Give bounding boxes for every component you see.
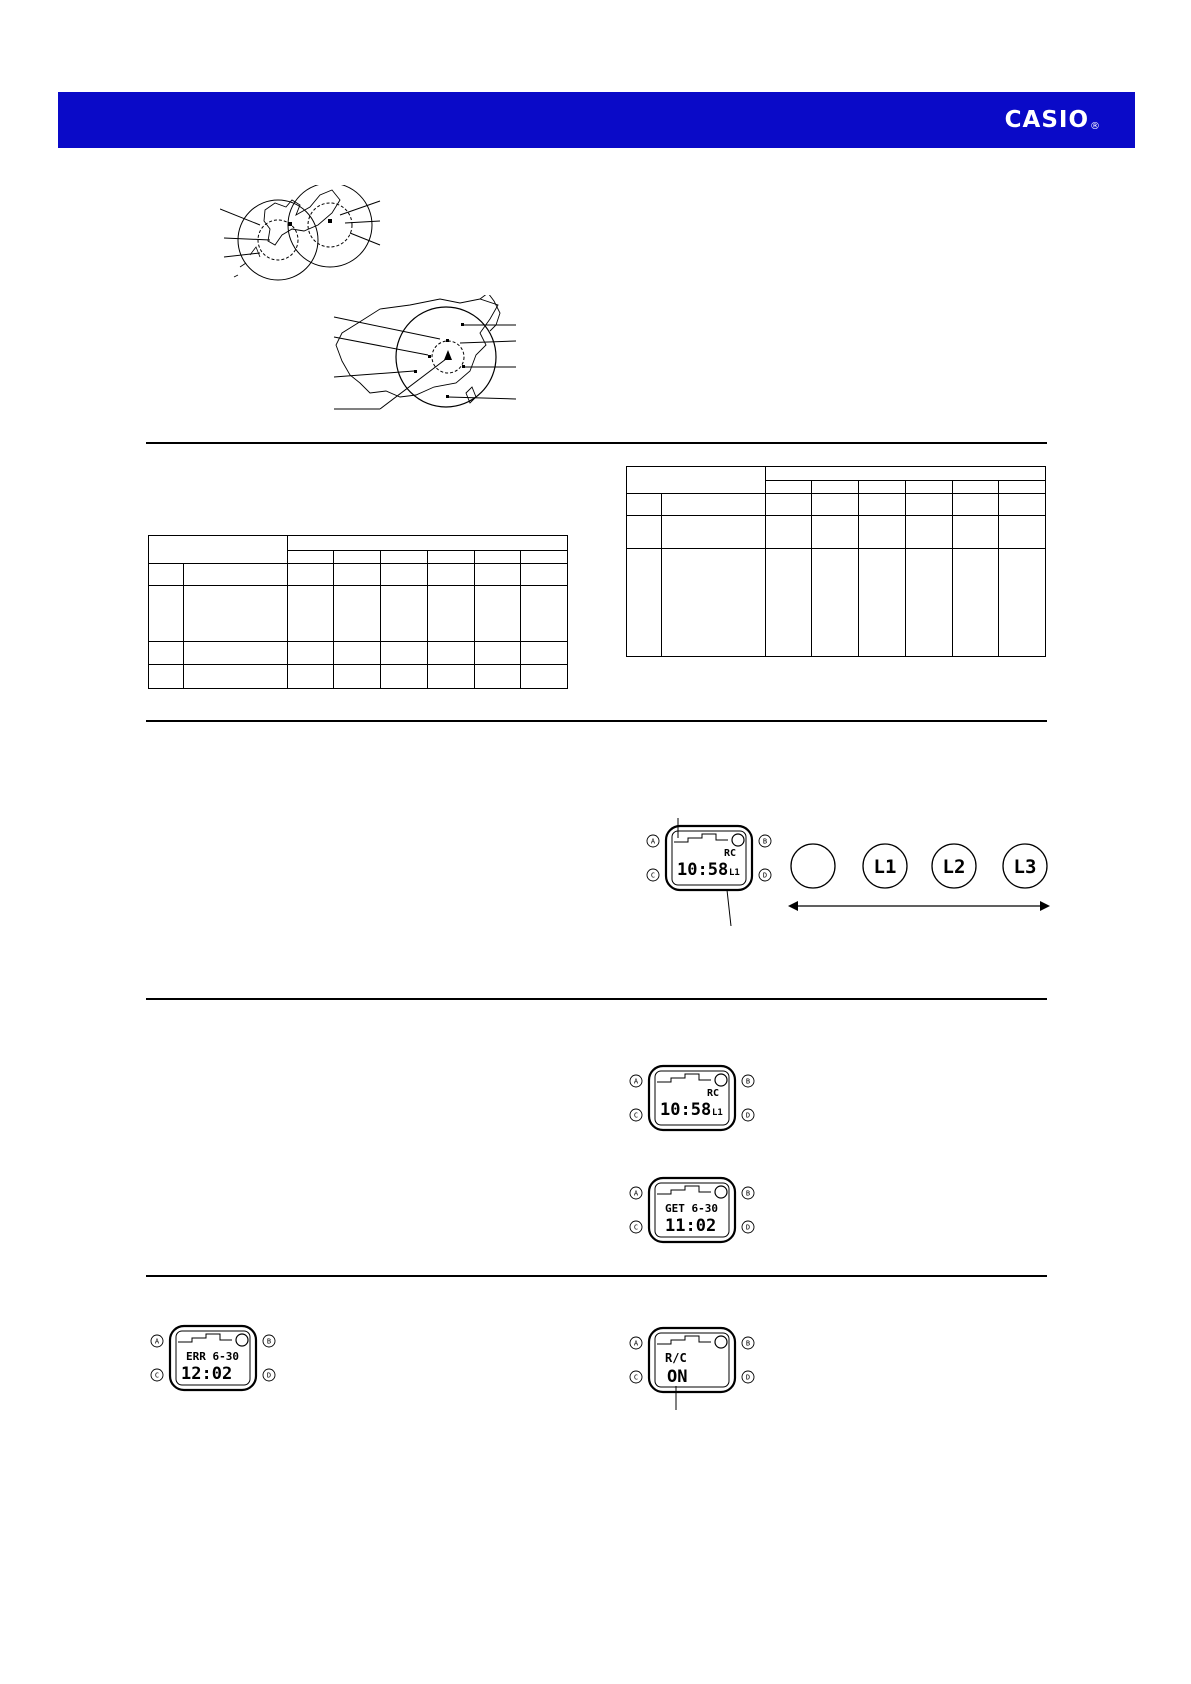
watch-level-text: L1 (729, 868, 740, 878)
button-d-label: D (762, 871, 768, 880)
watch-time-text: 10:58 (660, 1100, 712, 1120)
level-l1-label: L1 (873, 856, 897, 878)
button-c-label: C (633, 1223, 639, 1232)
button-d-label: D (745, 1373, 751, 1382)
watch-level-text: L1 (712, 1108, 723, 1118)
level-indicator-sequence (788, 840, 1050, 920)
watch-top-text: RC (724, 848, 737, 859)
button-a-label: A (650, 837, 656, 846)
section-divider-3 (146, 998, 1047, 1000)
watch-error-result (148, 1318, 278, 1398)
button-d-label: D (745, 1111, 751, 1120)
brand-name: CASIO (1004, 107, 1089, 133)
level-l3-label: L3 (1013, 856, 1037, 878)
section-divider-1 (146, 442, 1047, 444)
watch-auto-receive (627, 1320, 757, 1420)
button-c-label: C (633, 1373, 639, 1382)
casio-logo (1005, 107, 1101, 133)
map-china-transmitter (330, 295, 520, 415)
watch-top-text: R/C (665, 1351, 687, 1365)
watch-top-text: GET 6-30 (665, 1202, 718, 1215)
watch-time-text: 12:02 (181, 1364, 233, 1384)
reception-table-right (626, 466, 1046, 657)
button-b-label: B (762, 837, 768, 846)
watch-top-text: RC (707, 1088, 720, 1099)
button-c-label: C (650, 871, 656, 880)
map-japan-transmitters (220, 185, 390, 285)
watch-time-text: 10:58 (677, 860, 729, 880)
level-callout-line (725, 890, 737, 926)
button-b-label: B (266, 1337, 272, 1346)
watch-time-text: 11:02 (665, 1216, 717, 1236)
button-b-label: B (745, 1077, 751, 1086)
watch-receive-level (644, 818, 774, 898)
button-a-label: A (633, 1189, 639, 1198)
watch-last-signal (627, 1058, 757, 1138)
button-b-label: B (745, 1189, 751, 1198)
button-a-label: A (154, 1337, 160, 1346)
button-c-label: C (154, 1371, 160, 1380)
level-blank-circle (791, 844, 835, 888)
reception-table-left (148, 535, 568, 689)
button-c-label: C (633, 1111, 639, 1120)
section-divider-4 (146, 1275, 1047, 1277)
watch-get-result (627, 1170, 757, 1250)
watch-top-text: ERR 6-30 (186, 1350, 239, 1363)
button-d-label: D (745, 1223, 751, 1232)
button-b-label: B (745, 1339, 751, 1348)
watch-bottom-text: ON (667, 1367, 688, 1387)
button-a-label: A (633, 1077, 639, 1086)
header-bar (58, 92, 1135, 148)
button-d-label: D (266, 1371, 272, 1380)
section-divider-2 (146, 720, 1047, 722)
level-l2-label: L2 (942, 856, 966, 878)
button-a-label: A (633, 1339, 639, 1348)
registered-mark: ® (1090, 121, 1101, 132)
